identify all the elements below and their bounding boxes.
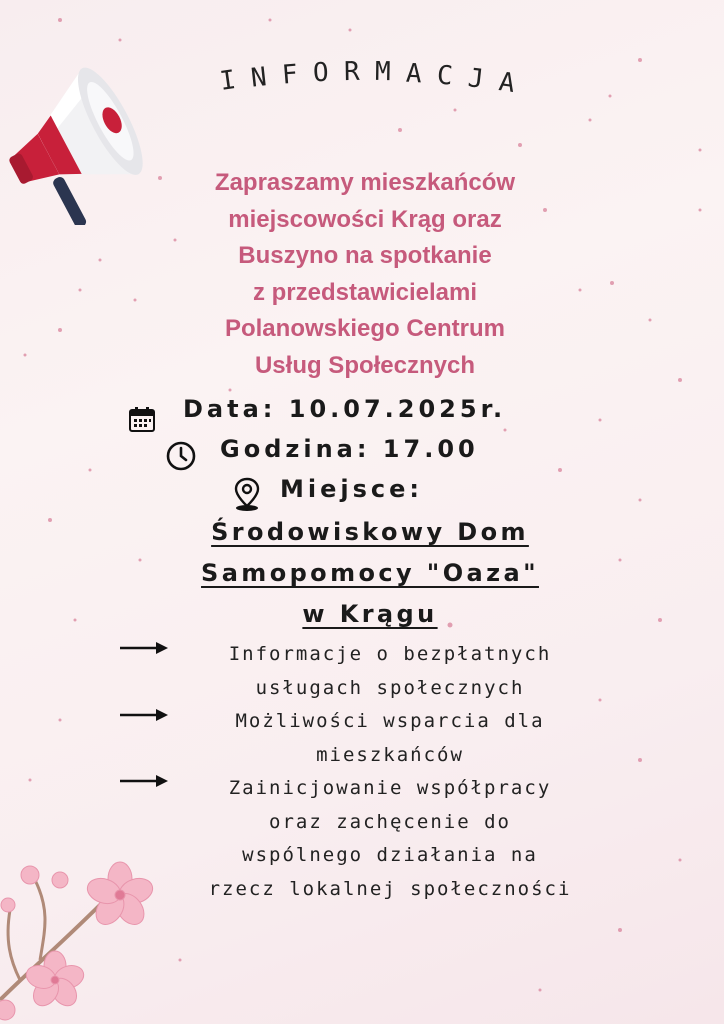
list-item-line: Informacje o bezpłatnych — [228, 643, 552, 665]
title-letter: J — [466, 63, 486, 96]
venue-name — [120, 512, 620, 635]
title-letter: N — [249, 61, 269, 94]
place-label: Miejsce: — [280, 475, 423, 503]
title-letter: C — [435, 60, 454, 92]
list-item-line: rzecz lokalnej społeczności — [208, 877, 572, 900]
list-item-line: usługach społecznych — [255, 676, 525, 699]
intro-line: Buszyno na spotkanie — [238, 242, 492, 269]
venue-line: w Krągu — [302, 600, 438, 628]
list-item-line: Możliwości wsparcia dla — [235, 710, 545, 732]
venue-line: Środowiskowy Dom — [211, 518, 529, 546]
title-letter: O — [312, 57, 330, 89]
title-letter: A — [405, 58, 423, 90]
date-text: Data: 10.07.2025r. — [183, 395, 507, 423]
clock-icon — [165, 440, 197, 472]
title-letter: R — [343, 56, 360, 87]
megaphone-icon — [5, 55, 145, 225]
intro-line: z przedstawicielami — [252, 278, 478, 306]
intro-line: Polanowskiego Centrum — [224, 315, 506, 342]
page-title — [200, 58, 520, 108]
intro-line: Usług Społecznych — [254, 351, 476, 379]
intro-line: Zapraszamy mieszkańców — [214, 169, 516, 196]
time-text: Godzina: 17.00 — [220, 435, 479, 463]
title-letter: I — [217, 65, 238, 97]
list-item-line: oraz zachęcenie do — [269, 810, 511, 833]
title-letter: M — [374, 56, 391, 87]
title-letter: A — [496, 67, 517, 99]
list-item-line: wspólnego działania na — [242, 844, 538, 866]
info-list — [160, 638, 620, 906]
list-item-line: Zainicjowanie współpracy — [228, 777, 552, 799]
intro-text — [150, 165, 580, 384]
intro-line: miejscowości Krąg oraz — [228, 205, 502, 233]
list-item-line: mieszkańców — [316, 743, 464, 766]
location-pin-icon — [232, 476, 262, 512]
venue-line: Samopomocy "Oaza" — [201, 559, 539, 587]
title-letter: F — [280, 59, 299, 91]
cherry-blossom — [0, 850, 160, 1024]
calendar-icon — [128, 405, 156, 433]
